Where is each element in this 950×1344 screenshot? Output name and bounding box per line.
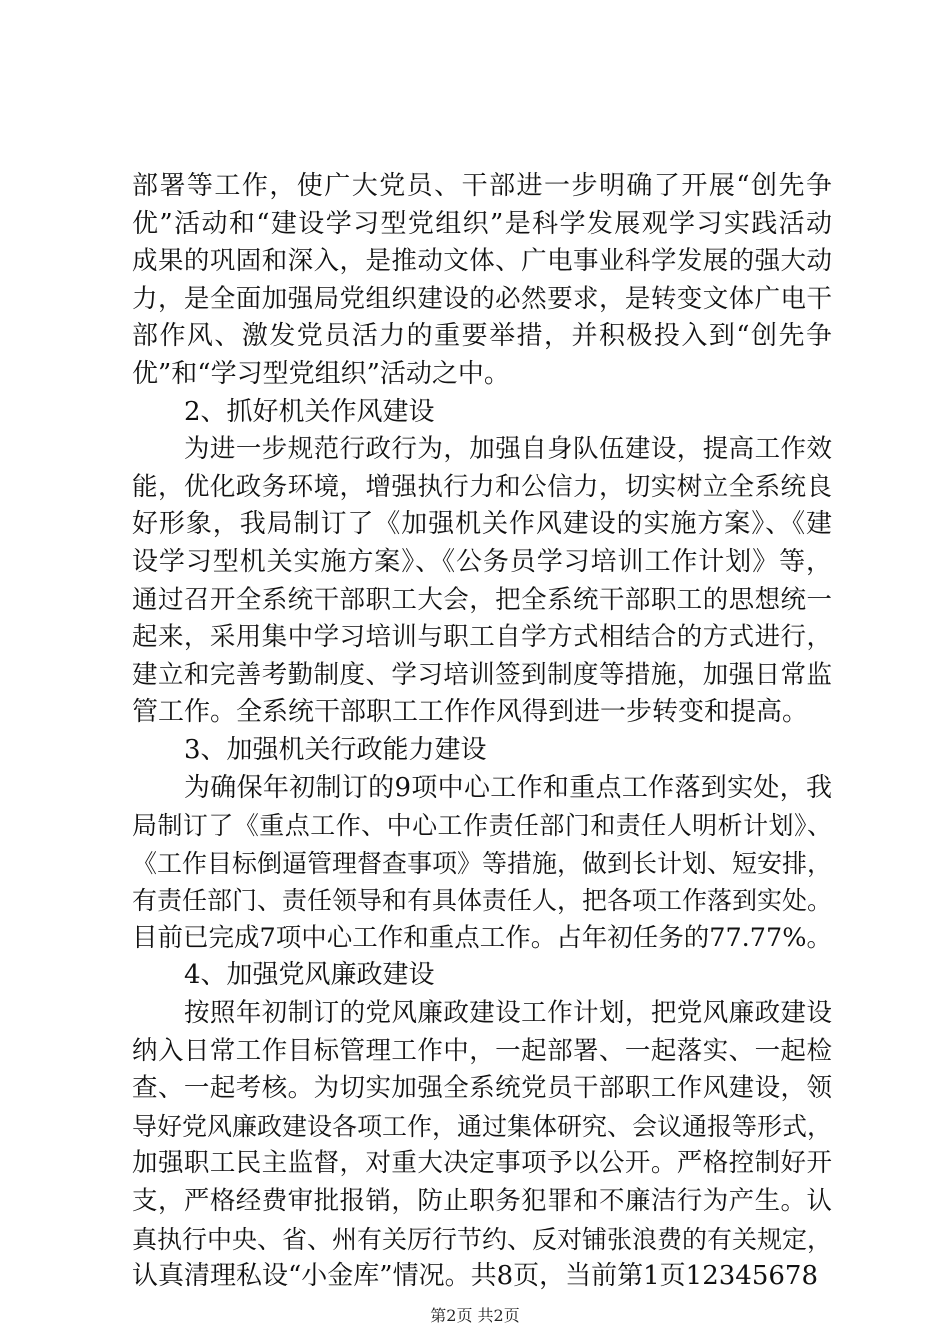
text-line: 成果的巩固和深入，是推动文体、广电事业科学发展的强大动 (132, 246, 832, 277)
text-line: 按照年初制订的党风廉政建设工作计划，把党风廉政建设 (184, 998, 832, 1029)
section-heading: 3、加强机关行政能力建设 (184, 734, 487, 765)
page-number-label: 第2页 共2页 (430, 1306, 520, 1325)
text-line: 目前已完成7项中心工作和重点工作。占年初任务的77.77%。 (132, 922, 832, 953)
text-line: 管工作。全系统干部职工工作作风得到进一步转变和提高。 (132, 697, 809, 728)
text-line: 建立和完善考勤制度、学习培训签到制度等措施，加强日常监 (132, 659, 832, 690)
text-line: 优”和“学习型党组织”活动之中。 (132, 358, 510, 389)
text-line: 通过召开全系统干部职工大会，把全系统干部职工的思想统一 (132, 584, 832, 615)
text-line: 认真清理私设“小金库”情况。共8页，当前第1页12345678 (132, 1261, 819, 1292)
text-line: 优”活动和“建设学习型党组织”是科学发展观学习实践活动 (132, 208, 832, 239)
section-heading: 2、抓好机关作风建设 (184, 396, 435, 427)
section-heading: 4、加强党风廉政建设 (184, 960, 435, 991)
text-line: 力，是全面加强局党组织建设的必然要求，是转变文体广电干 (132, 283, 832, 314)
text-line: 纳入日常工作目标管理工作中，一起部署、一起落实、一起检 (132, 1035, 832, 1066)
text-line: 好形象，我局制订了《加强机关作风建设的实施方案》、《建 (132, 509, 832, 540)
text-line: 部作风、激发党员活力的重要举措，并积极投入到“创先争 (132, 321, 832, 352)
text-line: 导好党风廉政建设各项工作，通过集体研究、会议通报等形式， (132, 1111, 833, 1141)
text-line: 局制订了《重点工作、中心工作责任部门和责任人明析计划》、 (132, 811, 832, 841)
text-line: 真执行中央、省、州有关厉行节约、反对铺张浪费的有关规定， (132, 1224, 833, 1254)
text-line: 《工作目标倒逼管理督查事项》等措施，做到长计划、短安排， (132, 848, 833, 878)
text-line: 为确保年初制订的9项中心工作和重点工作落到实处，我 (184, 772, 832, 803)
text-line: 部署等工作，使广大党员、干部进一步明确了开展“创先争 (132, 171, 832, 201)
text-line: 设学习型机关实施方案》、《公务员学习培训工作计划》等， (132, 546, 832, 577)
text-line: 有责任部门、责任领导和有具体责任人，把各项工作落到实处。 (132, 886, 833, 916)
document-body (132, 168, 832, 1296)
text-line: 能，优化政务环境，增强执行力和公信力，切实树立全系统良 (132, 471, 832, 502)
text-line: 起来，采用集中学习培训与职工自学方式相结合的方式进行， (132, 622, 832, 653)
text-line: 为进一步规范行政行为，加强自身队伍建设，提高工作效 (184, 434, 832, 465)
page-footer (0, 1303, 950, 1326)
text-line: 查、一起考核。为切实加强全系统党员干部职工作风建设，领 (132, 1073, 832, 1104)
text-line: 支，严格经费审批报销，防止职务犯罪和不廉洁行为产生。认 (132, 1186, 832, 1217)
text-line: 加强职工民主监督，对重大决定事项予以公开。严格控制好开 (132, 1148, 832, 1179)
